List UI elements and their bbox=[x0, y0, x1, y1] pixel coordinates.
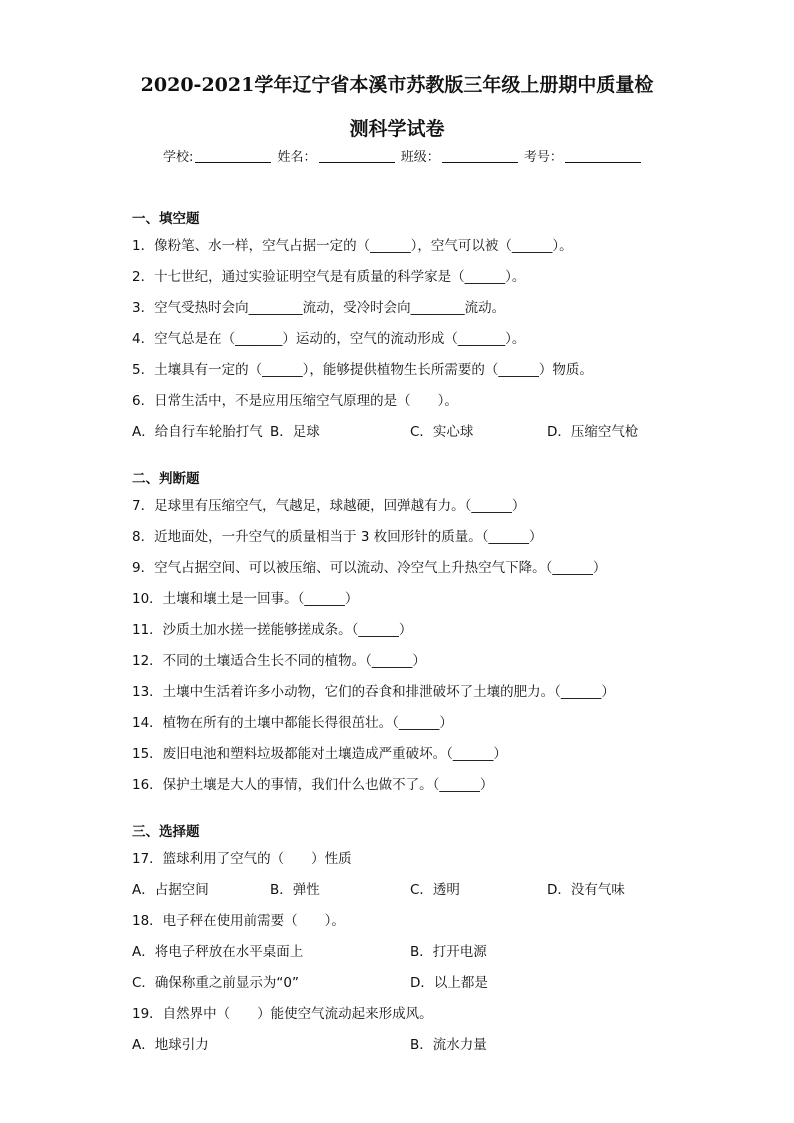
exam-title-line1: 2020-2021学年辽宁省本溪市苏教版三年级上册期中质量检 bbox=[140, 74, 654, 96]
q17-option-d[interactable]: D．没有气味 bbox=[547, 882, 625, 898]
question-4: 4．空气总是在（_______）运动的，空气的流动形成（_______）。 bbox=[132, 331, 526, 347]
q18-option-a[interactable]: A．将电子秤放在水平桌面上 bbox=[132, 944, 304, 960]
q17-option-c[interactable]: C．透明 bbox=[410, 882, 460, 898]
question-18: 18．电子秤在使用前需要（ ）。 bbox=[132, 913, 345, 929]
question-5: 5．土壤具有一定的（______），能够提供植物生长所需要的（______）物质。 bbox=[132, 362, 593, 378]
q6-option-b[interactable]: B．足球 bbox=[270, 424, 320, 440]
number-blank[interactable] bbox=[565, 150, 641, 163]
question-6: 6．日常生活中，不是应用压缩空气原理的是（ ）。 bbox=[132, 393, 458, 409]
number-label: 考号： bbox=[523, 150, 563, 165]
school-label: 学校: bbox=[163, 150, 194, 165]
question-3: 3．空气受热时会向________流动，受冷时会向________流动。 bbox=[132, 300, 506, 316]
school-blank[interactable] bbox=[195, 150, 271, 163]
section-heading-true-false: 二、判断题 bbox=[132, 471, 200, 487]
q6-option-a[interactable]: A．给自行车轮胎打气 bbox=[132, 424, 263, 440]
question-11: 11．沙质土加水搓一搓能够搓成条。（______） bbox=[132, 622, 413, 638]
q17-option-a[interactable]: A．占据空间 bbox=[132, 882, 209, 898]
question-10: 10．土壤和壤土是一回事。（______） bbox=[132, 591, 359, 607]
q6-option-c[interactable]: C．实心球 bbox=[410, 424, 474, 440]
q18-option-c[interactable]: C．确保称重之前显示为“0” bbox=[132, 975, 300, 991]
section-heading-fill-blank: 一、填空题 bbox=[132, 211, 200, 227]
exam-title-line2: 测科学试卷 bbox=[349, 118, 445, 140]
class-blank[interactable] bbox=[442, 150, 518, 163]
question-12: 12．不同的土壤适合生长不同的植物。（______） bbox=[132, 653, 426, 669]
name-label: 姓名： bbox=[277, 150, 317, 165]
question-1: 1．像粉笔、水一样，空气占据一定的（______），空气可以被（______）。 bbox=[132, 238, 573, 254]
q19-option-b[interactable]: B．流水力量 bbox=[410, 1037, 487, 1053]
question-2: 2．十七世纪，通过实验证明空气是有质量的科学家是（______）。 bbox=[132, 269, 526, 285]
name-blank[interactable] bbox=[319, 150, 395, 163]
class-label: 班级： bbox=[400, 150, 440, 165]
question-14: 14．植物在所有的土壤中都能长得很茁壮。（______） bbox=[132, 715, 453, 731]
q6-option-d[interactable]: D．压缩空气枪 bbox=[547, 424, 639, 440]
q18-option-b[interactable]: B．打开电源 bbox=[410, 944, 487, 960]
q17-option-b[interactable]: B．弹性 bbox=[270, 882, 320, 898]
question-16: 16．保护土壤是大人的事情，我们什么也做不了。（______） bbox=[132, 777, 494, 793]
section-heading-multiple-choice: 三、选择题 bbox=[132, 824, 200, 840]
question-13: 13．土壤中生活着许多小动物，它们的吞食和排泄破坏了土壤的肥力。（______） bbox=[132, 684, 615, 700]
question-19: 19．自然界中（ ）能使空气流动起来形成风。 bbox=[132, 1006, 433, 1022]
question-8: 8．近地面处，一升空气的质量相当于 3 枚回形针的质量。（______） bbox=[132, 529, 543, 545]
question-7: 7．足球里有压缩空气，气越足，球越硬，回弹越有力。（______） bbox=[132, 498, 526, 514]
q18-option-d[interactable]: D．以上都是 bbox=[410, 975, 488, 991]
question-15: 15．废旧电池和塑料垃圾都能对土壤造成严重破坏。（______） bbox=[132, 746, 507, 762]
q19-option-a[interactable]: A．地球引力 bbox=[132, 1037, 209, 1053]
question-9: 9．空气占据空间、可以被压缩、可以流动、冷空气上升热空气下降。（______） bbox=[132, 560, 607, 576]
question-17: 17．篮球利用了空气的（ ）性质 bbox=[132, 851, 352, 867]
student-info-row bbox=[163, 146, 643, 165]
